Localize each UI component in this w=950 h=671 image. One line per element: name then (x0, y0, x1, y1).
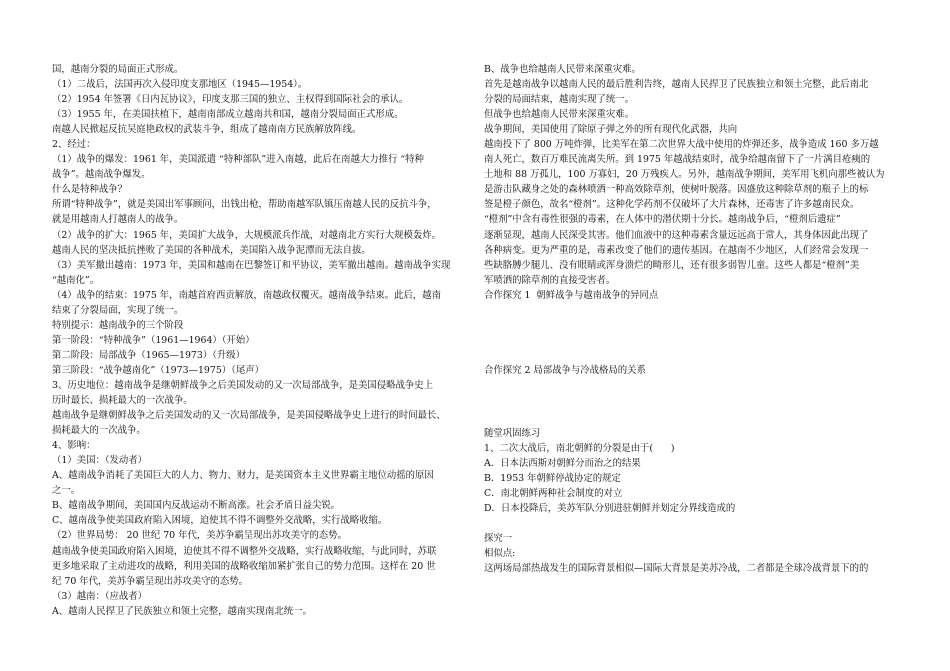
text-line: 是游击队藏身之处的森林喷洒一种高效除草剂，使树叶脱落。因盛放这种除草剂的瓶子上的标 (484, 184, 869, 196)
text-line: （1）二战后，法国再次入侵印度支那地区（1945—1954）。 (52, 79, 308, 91)
text-line: 签是橙子颜色，故名“橙剂”。这种化学药剂不仅破坏了大片森林，还毒害了许多越南民众。 (484, 199, 860, 211)
text-line: （1）战争的爆发：1961 年，美国派遣 “特种部队”进入南越，此后在南越大力推行 “特种 (52, 154, 424, 166)
text-line: 之一。 (52, 485, 81, 497)
text-line: 南越人民掀起反抗吴庭艳政权的武装斗争，组成了越南南方民族解放阵线。 (52, 124, 362, 136)
right-block-c (484, 426, 902, 516)
text-line: 些缺胳膊少腿儿、没有眼睛或浑身溃烂的畸形儿，还有很多弱智儿童。这些人都是“橙剂”美 (484, 259, 860, 271)
text-line: 历时最长、损耗最大的一次战争。 (52, 395, 193, 407)
text-line: 合作探究 2 局部战争与冷战格局的关系 (484, 364, 646, 376)
text-line: B．1953 年朝鲜停战协定的规定 (484, 472, 621, 484)
text-line: 4、影响： (52, 440, 96, 452)
right-block-a (484, 62, 902, 303)
text-line: A、越南战争消耗了美国巨大的人力、物力、财力，是美国资本主义世界霸主地位动摇的原因 (52, 470, 434, 482)
text-line: 第三阶段：“战争越南化”（1973—1975）（尾声） (52, 364, 264, 376)
text-line: 但战争也给越南人民带来深重灾难。 (484, 109, 635, 121)
text-line: 国，越南分裂的局面正式形成。 (52, 64, 184, 75)
left-lines (52, 62, 470, 619)
text-line: （2）世界局势： 20 世纪 70 年代，美苏争霸呈现出苏攻美守的态势。 (52, 530, 347, 542)
text-line: 南人死亡，数百万难民流离失所。到 1975 年越战结束时，战争给越南留下了一片满目疮痍的 (484, 154, 871, 166)
blank-space (484, 516, 902, 531)
text-line: （1）美国：（发动者） (52, 455, 148, 467)
text-line: 战争期间，美国使用了除原子弹之外的所有现代化武器，共向 (484, 124, 738, 136)
text-line: 各种病变。更为严重的是，毒素改变了他们的遗传基因。在越南不少地区，人们经常会发现一 (484, 244, 869, 256)
text-line: 损耗最大的一次战争。 (52, 425, 146, 437)
text-line: 分裂的局面结束，越南实现了统一。 (484, 94, 635, 106)
text-line: 合作探究 1 朝鲜战争与越南战争的异同点 (484, 289, 659, 301)
blank-space (484, 378, 902, 426)
text-line: 什么是特种战争？ (52, 184, 128, 196)
text-line: 结束了分裂局面，实现了统一。 (52, 304, 184, 316)
text-line: 越南战争是继朝鲜战争之后美国发动的又一次局部战争，是美国侵略战争史上进行的时间最长、 (52, 410, 446, 422)
text-line: 首先是越南战争以越南人民的最后胜利告终，越南人民捍卫了民族独立和领土完整，此后南北 (484, 79, 869, 91)
text-line: （2）1954 年签署《日内瓦协议》，印度支那三国的独立、主权得到国际社会的承认。 (52, 94, 409, 106)
right-block-b (484, 363, 902, 378)
text-line: 就是用越南人打越南人的战争。 (52, 214, 184, 226)
text-line: A．日本法西斯对朝鲜分而治之的结果 (484, 457, 641, 469)
text-line: 战争”。越南战争爆发。 (52, 169, 151, 181)
right-column (484, 62, 902, 576)
text-line: （3）1955 年，在美国扶植下，越南南部成立越南共和国，越南分裂局面正式形成。 (52, 109, 404, 121)
text-line: B、越南战争期间，美国国内反战运动不断高涨。社会矛盾日益尖锐。 (52, 500, 341, 512)
text-line: A、越南人民捍卫了民族独立和领土完整，越南实现南北统一。 (52, 605, 312, 617)
text-line: 这两场局部热战发生的国际背景相似—国际大背景是美苏冷战，二者都是全球冷战背景下的的 (484, 563, 869, 575)
text-line: 2、经过： (52, 139, 96, 151)
text-line: 相似点: (484, 548, 516, 560)
right-block-d (484, 531, 902, 576)
text-line: 土地和 88 万孤儿，100 万寡妇，20 万残疾人。另外，越南战争期间，美军用飞机向那些被认为 (484, 169, 885, 181)
text-line: 特别提示：越南战争的三个阶段 (52, 319, 184, 331)
text-line: 越南投下了 800 万吨炸弹，比美军在第二次世界大战中使用的炸弹还多，战争造成 160 多万越 (484, 139, 879, 151)
text-line: 越南战争使美国政府陷入困境，迫使其不得不调整外交战略，实行战略收缩，与此同时，苏联 (52, 545, 437, 557)
text-line: 第一阶段：“特种战争”（1961—1964）（开始） (52, 334, 255, 346)
text-line: D．日本投降后，美苏军队分别进驻朝鲜并划定分界线造成的 (484, 503, 736, 515)
text-line: 逐渐显现，越南人民深受其害。他们血液中的这种毒素含量远远高于常人，其身体因此出现了 (484, 229, 869, 241)
text-line: “橙剂”中含有毒性很强的毒素，在人体中的潜伏期十分长。越南战争后，“橙剂后遗症” (484, 214, 841, 226)
text-line: （4）战争的结束：1975 年，南越首府西贡解放，南越政权覆灭。越南战争结束。此后，越南 (52, 289, 442, 301)
text-line: “越南化”。 (52, 274, 100, 286)
left-column (52, 62, 470, 619)
text-line: B、战争也给越南人民带来深重灾难。 (484, 64, 641, 75)
text-line: 随堂巩固练习 (484, 427, 541, 439)
text-line: （3）美军撤出越南：1973 年，美国和越南在巴黎签订和平协议，美军撤出越南。越南战争实现 (52, 259, 451, 271)
text-line: 3、历史地位：越南战争是继朝鲜战争之后美国发动的又一次局部战争，是美国侵略战争史上 (52, 379, 433, 391)
text-line: （3）越南：（应战者） (52, 590, 148, 602)
text-line: 所谓“特种战争”，就是美国出军事顾问，出钱出枪，帮助南越军队镇压南越人民的反抗斗争， (52, 199, 437, 211)
text-line: （2）战争的扩大：1965 年，美国扩大战争，大规模派兵作战，对越南北方实行大规模轰炸。 (52, 229, 442, 241)
text-line: 1、二次大战后，南北朝鲜的分裂是由于( ) (484, 442, 675, 454)
text-line: C、越南战争使美国政府陷入困境，迫使其不得不调整外交战略，实行战略收缩。 (52, 515, 388, 527)
text-line: 第二阶段：局部战争（1965—1973）（升级） (52, 349, 246, 361)
text-line: 越南人民的坚决抵抗挫败了美国的各种战术，美国陷入战争泥潭而无法自拔。 (52, 244, 371, 256)
text-line: C．南北朝鲜两种社会制度的对立 (484, 487, 623, 499)
text-line: 探究一 (484, 533, 513, 545)
text-line: 更多地采取了主动进攻的战略，利用美国的战略收缩加紧扩张自己的势力范围。这样在 20 世 (52, 560, 436, 572)
text-line: 军喷洒的除草剂的直接受害者。 (484, 274, 616, 286)
text-line: 纪 70 年代，美苏争霸呈现出苏攻美守的态势。 (52, 575, 249, 587)
blank-space (484, 303, 902, 363)
